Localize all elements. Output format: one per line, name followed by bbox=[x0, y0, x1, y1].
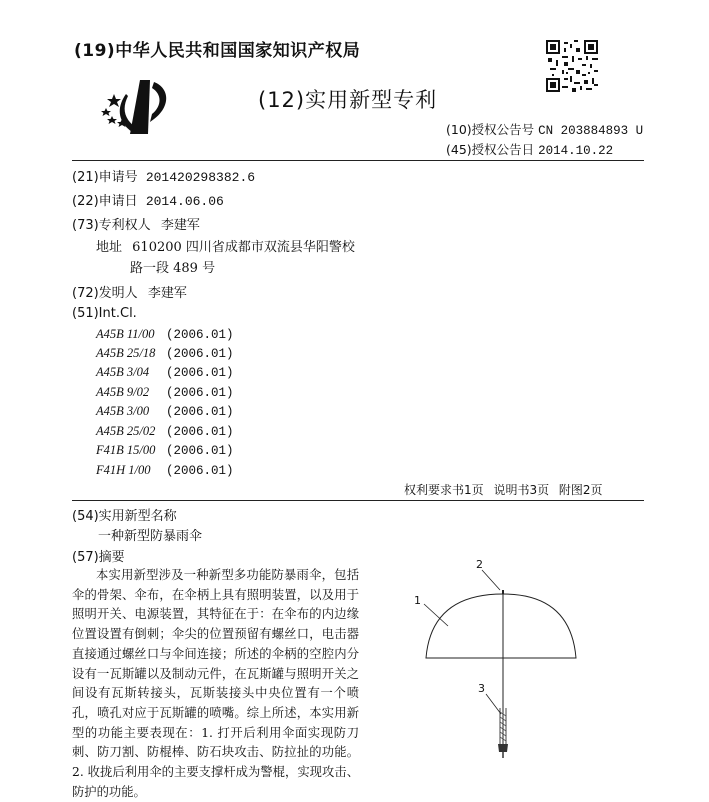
issuing-office: (19)中华人民共和国国家知识产权局 bbox=[74, 41, 361, 61]
inventor-name: 李建军 bbox=[147, 286, 187, 301]
application-date-label: (22)申请日 bbox=[72, 194, 138, 209]
patent-type: (12)实用新型专利 bbox=[258, 88, 438, 112]
classification-code: F41H 1/00 (2006.01) bbox=[96, 463, 234, 478]
figure-label-2: 2 bbox=[476, 558, 483, 571]
abstract-label: (57)摘要 bbox=[72, 550, 125, 565]
utility-model-name-label: (54)实用新型名称 bbox=[72, 509, 177, 524]
publication-number-label: (10)授权公告号 bbox=[446, 122, 535, 137]
section-divider bbox=[72, 500, 644, 501]
address-line-2: 路一段 489 号 bbox=[130, 261, 216, 276]
classification-code: A45B 9/02 (2006.01) bbox=[96, 385, 234, 400]
abstract-text: 本实用新型涉及一种新型多功能防暴雨伞，包括伞的骨架、伞布，在伞柄上具有照明装置，以及用于照明开关、电源装置，其特征在于：在伞布的内边缘位置设置有倒刺；伞尖的位置预留有螺丝口，电击器直接通过螺丝口与伞间连接；所述的伞柄的空腔内分设有一瓦斯罐以及制动元件，在瓦斯罐与照明开关之间设有瓦斯转接头，瓦斯装接头中央位置有一个喷孔，喷孔对应于瓦斯罐的喷嘴。综上所述，本实用新型的功能主要表现在：1. 打开后利用伞面实现防刀刺、防刀割、防棍棒、防石块攻击、防拉扯的功能。2. 收拢后利用伞的主要支撑杆成为警棍，实现攻击、防护的功能。 bbox=[72, 568, 359, 799]
page-counts: 权利要求书1页 说明书3页 附图2页 bbox=[404, 483, 603, 497]
classification-code: A45B 11/00 (2006.01) bbox=[96, 327, 234, 342]
cnipa-emblem bbox=[100, 78, 176, 136]
patentee-label: (73)专利权人 bbox=[72, 218, 151, 233]
leader-line-2 bbox=[482, 570, 500, 590]
publication-date-row bbox=[446, 140, 613, 158]
classification-code: A45B 3/00 (2006.01) bbox=[96, 404, 234, 419]
header-divider bbox=[72, 160, 644, 161]
classification-code: A45B 25/18 (2006.01) bbox=[96, 346, 234, 361]
application-number-label: (21)申请号 bbox=[72, 170, 138, 185]
classification-code: F41B 15/00 (2006.01) bbox=[96, 443, 234, 458]
figure-label-3: 3 bbox=[478, 682, 485, 695]
inventor-row bbox=[72, 282, 187, 301]
abstract-body bbox=[72, 566, 359, 802]
inventor-label: (72)发明人 bbox=[72, 286, 138, 301]
address-label: 地址 bbox=[96, 240, 123, 255]
umbrella-canopy bbox=[426, 594, 576, 658]
application-date: 2014.06.06 bbox=[145, 194, 224, 209]
figure-label-1: 1 bbox=[414, 594, 421, 607]
publication-date: 2014.10.22 bbox=[538, 144, 614, 158]
application-number: 201420298382.6 bbox=[145, 170, 256, 185]
application-date-row bbox=[72, 190, 224, 209]
address-line-1: 610200 四川省成都市双流县华阳警校 bbox=[132, 240, 355, 255]
utility-model-title: 一种新型防暴雨伞 bbox=[98, 529, 203, 544]
application-number-row bbox=[72, 166, 255, 185]
umbrella-handle bbox=[498, 744, 508, 752]
umbrella-figure bbox=[400, 548, 590, 788]
patentee-row bbox=[72, 214, 200, 233]
publication-number: CN 203884893 U bbox=[538, 124, 644, 138]
address-row bbox=[96, 236, 355, 255]
int-cl-label: (51)Int.Cl. bbox=[72, 306, 137, 321]
publication-number-row bbox=[446, 120, 643, 138]
classification-code: A45B 3/04 (2006.01) bbox=[96, 365, 234, 380]
patentee-name: 李建军 bbox=[160, 218, 200, 233]
leader-line-3 bbox=[486, 694, 501, 714]
leader-line-1 bbox=[424, 604, 448, 626]
publication-date-label: (45)授权公告日 bbox=[446, 142, 535, 157]
classification-code: A45B 25/02 (2006.01) bbox=[96, 424, 234, 439]
qr-code bbox=[546, 40, 598, 92]
